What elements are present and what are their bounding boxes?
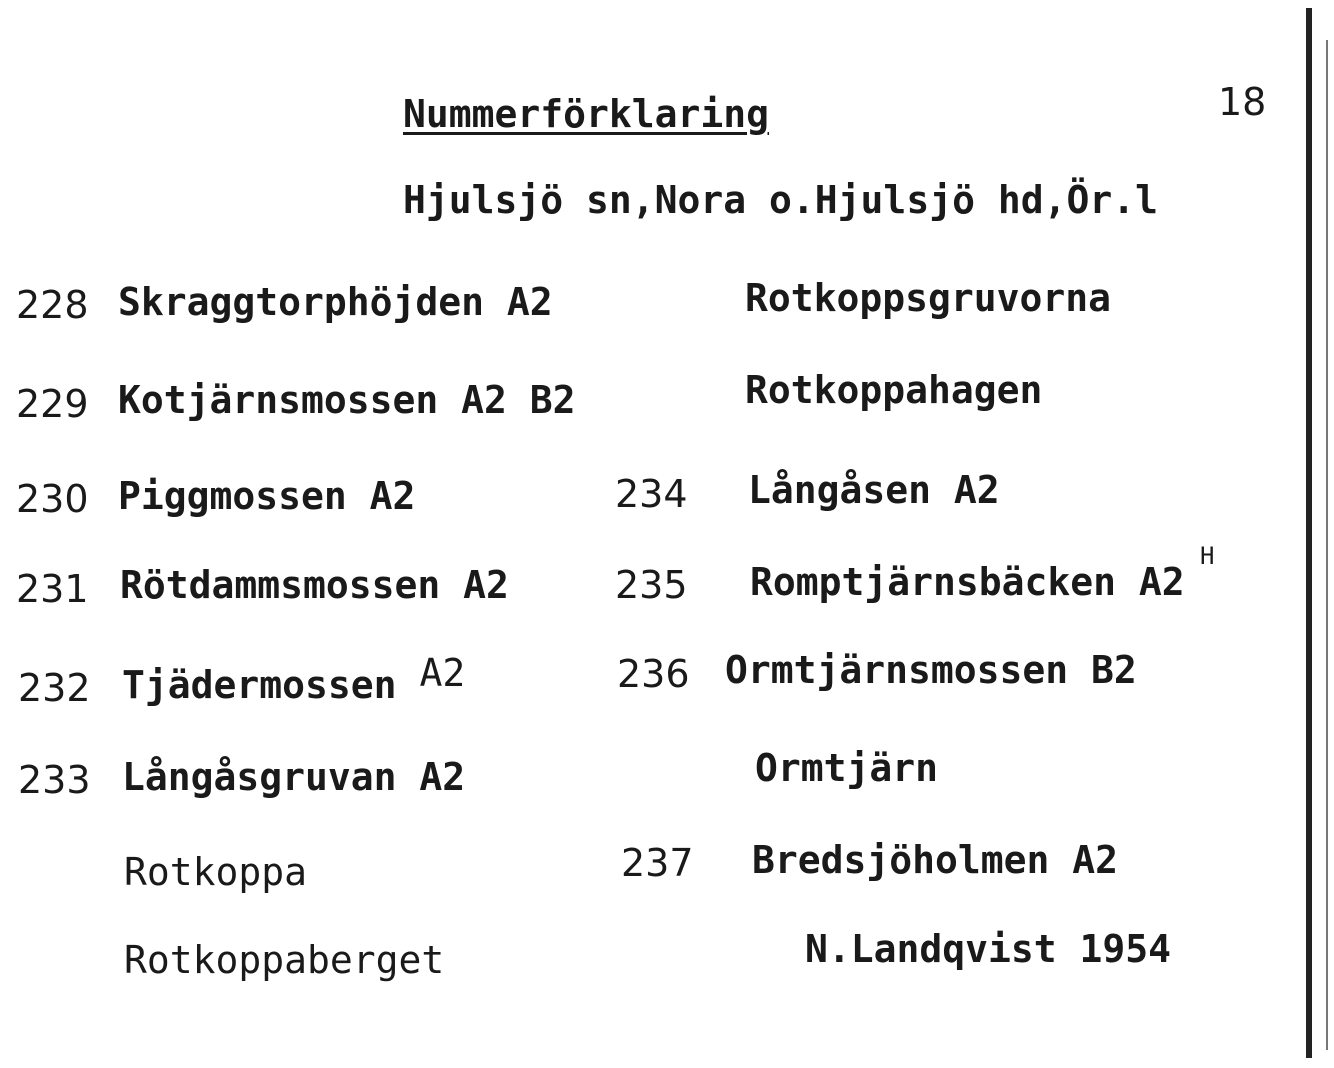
entry-name: Rötdammsmossen A2 xyxy=(120,563,509,607)
entry-name: Rotkoppsgruvorna xyxy=(745,276,1112,320)
card-title: Nummerförklaring xyxy=(403,92,770,136)
entry-number: 231 xyxy=(16,567,89,611)
entry-name xyxy=(750,542,1215,604)
entry-number: 230 xyxy=(16,477,89,521)
entry-name: Långåsgruvan A2 xyxy=(122,755,466,799)
entry-number: 232 xyxy=(18,666,91,710)
card-edge-line-thin xyxy=(1326,40,1328,1050)
entry-name: Rotkoppaberget xyxy=(124,938,445,982)
entry-name xyxy=(122,651,466,707)
entry-name: Kotjärnsmossen A2 B2 xyxy=(118,378,576,422)
entry-number: 235 xyxy=(615,563,688,607)
entry-number: 237 xyxy=(621,841,694,885)
entry-number: 236 xyxy=(617,652,690,696)
entry-name-text: Romptjärnsbäcken A2 xyxy=(750,560,1185,604)
entry-name: Rotkoppahagen xyxy=(745,368,1043,412)
entry-name: Ormtjärnsmossen B2 xyxy=(725,648,1137,692)
entry-name: Piggmossen A2 xyxy=(118,474,416,518)
entry-name: Ormtjärn xyxy=(755,746,939,790)
entry-name: Bredsjöholmen A2 xyxy=(752,838,1119,882)
entry-name: Långåsen A2 xyxy=(748,468,1000,512)
entry-number: 228 xyxy=(16,283,89,327)
entry-name: Skraggtorphöjden A2 xyxy=(118,280,553,324)
card-edge-line xyxy=(1306,8,1312,1058)
entry-mark: H xyxy=(1200,542,1215,570)
parish-subtitle: Hjulsjö sn,Nora o.Hjulsjö hd,Ör.l xyxy=(403,178,1158,222)
entry-name: Rotkoppa xyxy=(124,850,308,894)
entry-number: 233 xyxy=(18,758,91,802)
entry-number: 234 xyxy=(615,472,688,516)
signature: N.Landqvist 1954 xyxy=(805,927,1172,971)
entry-number: 229 xyxy=(16,382,89,426)
entry-name-text: Tjädermossen xyxy=(122,663,397,707)
entry-suffix: A2 xyxy=(419,651,466,695)
page-number: 18 xyxy=(1218,80,1267,124)
